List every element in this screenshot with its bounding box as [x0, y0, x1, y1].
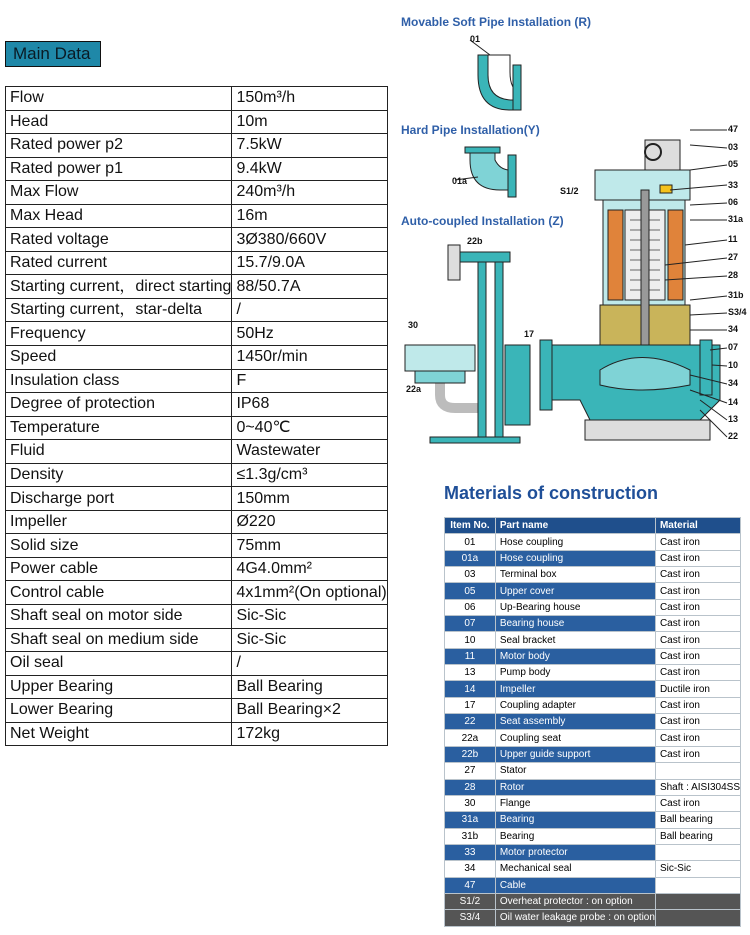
spec-value: 3Ø380/660V	[232, 228, 387, 252]
main-data-row	[6, 605, 388, 629]
item-no: S3/4	[445, 910, 496, 926]
main-data-row	[6, 110, 388, 134]
spec-value: 7.5kW	[232, 134, 387, 158]
part-tag: 34	[728, 324, 739, 334]
part-name: Coupling adapter	[495, 697, 655, 713]
part-tag: 03	[728, 142, 739, 152]
main-data-row	[6, 510, 388, 534]
part-name: Pump body	[495, 665, 655, 681]
main-data-row	[6, 557, 388, 581]
part-name: Seat assembly	[495, 714, 655, 730]
material: Cast iron	[655, 583, 740, 599]
item-no: 07	[445, 616, 496, 632]
materials-row	[445, 877, 741, 893]
spec-label: Shaft seal on medium side	[6, 628, 232, 652]
spec-label: Density	[6, 463, 232, 487]
part-name: Stator	[495, 763, 655, 779]
item-no: 33	[445, 844, 496, 860]
spec-value: Ball Bearing	[232, 675, 387, 699]
part-name: Bearing	[495, 828, 655, 844]
materials-row	[445, 632, 741, 648]
spec-label: Oil seal	[6, 652, 232, 676]
pump-cross-section-diagram	[397, 30, 747, 450]
materials-row	[445, 534, 741, 550]
main-data-row	[6, 487, 388, 511]
part-name: Oil water leakage probe : on option	[495, 910, 655, 926]
spec-label: Rated power p2	[6, 134, 232, 158]
materials-title: Materials of construction	[444, 483, 659, 503]
materials-row	[445, 828, 741, 844]
materials-row	[445, 910, 741, 926]
item-no: 10	[445, 632, 496, 648]
material: Shaft : AISI304SS	[655, 779, 740, 795]
spec-value: /	[232, 652, 387, 676]
spec-label: Speed	[6, 346, 232, 370]
part-tag: 14	[728, 397, 739, 407]
part-name: Bearing	[495, 812, 655, 828]
spec-label: Insulation class	[6, 369, 232, 393]
material	[655, 844, 740, 860]
spec-label: Rated current	[6, 251, 232, 275]
part-name: Mechanical seal	[495, 861, 655, 877]
spec-value: 4G4.0mm²	[232, 557, 387, 581]
materials-row	[445, 893, 741, 909]
header-material: Material	[655, 518, 740, 534]
material	[655, 910, 740, 926]
part-name: Seal bracket	[495, 632, 655, 648]
spec-label: Starting current，direct starting	[6, 275, 232, 299]
spec-value: 1450r/min	[232, 346, 387, 370]
item-no: 22b	[445, 746, 496, 762]
spec-value: F	[232, 369, 387, 393]
spec-label: Control cable	[6, 581, 232, 605]
material	[655, 893, 740, 909]
part-tag: 33	[728, 180, 739, 190]
spec-value: /	[232, 298, 387, 322]
materials-row	[445, 730, 741, 746]
main-data-row	[6, 534, 388, 558]
item-no: 14	[445, 681, 496, 697]
part-name: Hose coupling	[495, 534, 655, 550]
item-no: 28	[445, 779, 496, 795]
main-data-row	[6, 393, 388, 417]
spec-value: 4x1mm²(On optional)	[232, 581, 387, 605]
main-data-row	[6, 652, 388, 676]
material: Cast iron	[655, 795, 740, 811]
main-data-row	[6, 699, 388, 723]
item-no: 03	[445, 567, 496, 583]
main-data-row	[6, 628, 388, 652]
material: Sic-Sic	[655, 861, 740, 877]
main-data-row	[6, 440, 388, 464]
spec-value: 75mm	[232, 534, 387, 558]
spec-value: Sic-Sic	[232, 628, 387, 652]
part-tag: 10	[728, 360, 739, 370]
main-data-row	[6, 204, 388, 228]
item-no: 22a	[445, 730, 496, 746]
item-no: 31a	[445, 812, 496, 828]
main-data-row	[6, 134, 388, 158]
spec-label: Shaft seal on motor side	[6, 605, 232, 629]
main-data-row	[6, 416, 388, 440]
item-no: 13	[445, 665, 496, 681]
main-data-row	[6, 87, 388, 111]
materials-table	[444, 517, 741, 927]
part-tag: 31a	[728, 214, 744, 224]
spec-value: Sic-Sic	[232, 605, 387, 629]
materials-header-row	[445, 518, 741, 534]
item-no: 31b	[445, 828, 496, 844]
spec-label: Fluid	[6, 440, 232, 464]
spec-label: Temperature	[6, 416, 232, 440]
spec-label: Head	[6, 110, 232, 134]
spec-value: Ball Bearing×2	[232, 699, 387, 723]
part-name: Upper guide support	[495, 746, 655, 762]
part-name: Coupling seat	[495, 730, 655, 746]
material: Cast iron	[655, 730, 740, 746]
part-tag: 01	[470, 34, 481, 44]
item-no: 30	[445, 795, 496, 811]
auto-coupled-label: Auto-coupled Installation (Z)	[401, 214, 564, 228]
main-data-row	[6, 463, 388, 487]
part-tag: 22a	[406, 384, 422, 394]
spec-label: Discharge port	[6, 487, 232, 511]
material: Cast iron	[655, 616, 740, 632]
spec-label: Frequency	[6, 322, 232, 346]
spec-label: Starting current，star-delta	[6, 298, 232, 322]
material: Cast iron	[655, 714, 740, 730]
spec-value: 10m	[232, 110, 387, 134]
spec-label: Net Weight	[6, 722, 232, 746]
item-no: 34	[445, 861, 496, 877]
part-name: Flange	[495, 795, 655, 811]
part-tag: 22	[728, 431, 739, 441]
part-tag: 34	[728, 378, 739, 388]
header-part-name: Part name	[495, 518, 655, 534]
main-data-row	[6, 228, 388, 252]
materials-row	[445, 550, 741, 566]
material: Cast iron	[655, 599, 740, 615]
spec-value: 9.4kW	[232, 157, 387, 181]
part-tag: 05	[728, 159, 739, 169]
material: Ball bearing	[655, 812, 740, 828]
main-data-row	[6, 581, 388, 605]
spec-value: Wastewater	[232, 440, 387, 464]
part-name: Bearing house	[495, 616, 655, 632]
materials-row	[445, 681, 741, 697]
material: Cast iron	[655, 567, 740, 583]
materials-row	[445, 583, 741, 599]
spec-label: Power cable	[6, 557, 232, 581]
spec-value: 88/50.7A	[232, 275, 387, 299]
materials-row	[445, 616, 741, 632]
part-name: Motor body	[495, 648, 655, 664]
part-tag: 13	[728, 414, 739, 424]
main-data-row	[6, 675, 388, 699]
spec-label: Max Flow	[6, 181, 232, 205]
spec-value: 16m	[232, 204, 387, 228]
part-tag: 07	[728, 342, 739, 352]
item-no: 17	[445, 697, 496, 713]
item-no: 11	[445, 648, 496, 664]
part-tag: 31b	[728, 290, 744, 300]
part-tag: 06	[728, 197, 739, 207]
spec-value: 150m³/h	[232, 87, 387, 111]
materials-row	[445, 599, 741, 615]
material: Cast iron	[655, 665, 740, 681]
material	[655, 763, 740, 779]
movable-pipe-label: Movable Soft Pipe Installation (R)	[401, 15, 592, 29]
part-name: Rotor	[495, 779, 655, 795]
main-data-row	[6, 181, 388, 205]
spec-value: IP68	[232, 393, 387, 417]
part-tag: 22b	[467, 236, 483, 246]
materials-row	[445, 779, 741, 795]
spec-value: 15.7/9.0A	[232, 251, 387, 275]
material: Cast iron	[655, 632, 740, 648]
spec-label: Impeller	[6, 510, 232, 534]
materials-row	[445, 844, 741, 860]
materials-row	[445, 714, 741, 730]
item-no: 01	[445, 534, 496, 550]
spec-label: Flow	[6, 87, 232, 111]
spec-value: 50Hz	[232, 322, 387, 346]
part-name: Upper cover	[495, 583, 655, 599]
item-no: 27	[445, 763, 496, 779]
part-name: Overheat protector : on option	[495, 893, 655, 909]
main-data-row	[6, 157, 388, 181]
header-item-no: Item No.	[445, 518, 496, 534]
item-no: 01a	[445, 550, 496, 566]
materials-row	[445, 861, 741, 877]
part-tag: 30	[408, 320, 419, 330]
spec-value: ≤1.3g/cm³	[232, 463, 387, 487]
material: Ball bearing	[655, 828, 740, 844]
materials-row	[445, 746, 741, 762]
materials-row	[445, 648, 741, 664]
main-data-row	[6, 322, 388, 346]
main-data-row	[6, 722, 388, 746]
material: Cast iron	[655, 648, 740, 664]
main-data-row	[6, 298, 388, 322]
materials-row	[445, 665, 741, 681]
part-name: Terminal box	[495, 567, 655, 583]
part-tag: 01a	[452, 176, 468, 186]
part-name: Cable	[495, 877, 655, 893]
materials-row	[445, 567, 741, 583]
spec-value: 240m³/h	[232, 181, 387, 205]
materials-row	[445, 812, 741, 828]
main-data-row	[6, 251, 388, 275]
spec-value: 0~40℃	[232, 416, 387, 440]
spec-label: Rated voltage	[6, 228, 232, 252]
main-data-table	[5, 86, 388, 746]
item-no: 05	[445, 583, 496, 599]
part-tag: S3/4	[728, 307, 747, 317]
item-no: 06	[445, 599, 496, 615]
part-tag: S1/2	[560, 186, 579, 196]
main-data-title: Main Data	[5, 41, 101, 67]
part-name: Hose coupling	[495, 550, 655, 566]
part-tag: 11	[728, 234, 738, 244]
material: Ductile iron	[655, 681, 740, 697]
part-name: Up-Bearing house	[495, 599, 655, 615]
spec-label: Solid size	[6, 534, 232, 558]
material	[655, 877, 740, 893]
spec-label: Degree of protection	[6, 393, 232, 417]
item-no: S1/2	[445, 893, 496, 909]
part-name: Impeller	[495, 681, 655, 697]
material: Cast iron	[655, 534, 740, 550]
spec-label: Rated power p1	[6, 157, 232, 181]
spec-label: Max Head	[6, 204, 232, 228]
part-tag: 27	[728, 252, 739, 262]
materials-row	[445, 697, 741, 713]
material: Cast iron	[655, 746, 740, 762]
spec-value: 150mm	[232, 487, 387, 511]
hard-pipe-label: Hard Pipe Installation(Y)	[401, 123, 540, 137]
item-no: 22	[445, 714, 496, 730]
spec-label: Lower Bearing	[6, 699, 232, 723]
materials-row	[445, 763, 741, 779]
spec-label: Upper Bearing	[6, 675, 232, 699]
spec-value: 172kg	[232, 722, 387, 746]
material: Cast iron	[655, 697, 740, 713]
part-name: Motor protector	[495, 844, 655, 860]
material: Cast iron	[655, 550, 740, 566]
main-data-row	[6, 346, 388, 370]
item-no: 47	[445, 877, 496, 893]
materials-row	[445, 795, 741, 811]
part-tag: 28	[728, 270, 739, 280]
spec-value: Ø220	[232, 510, 387, 534]
main-data-row	[6, 275, 388, 299]
part-tag: 17	[524, 329, 535, 339]
main-data-row	[6, 369, 388, 393]
part-tag: 47	[728, 124, 739, 134]
